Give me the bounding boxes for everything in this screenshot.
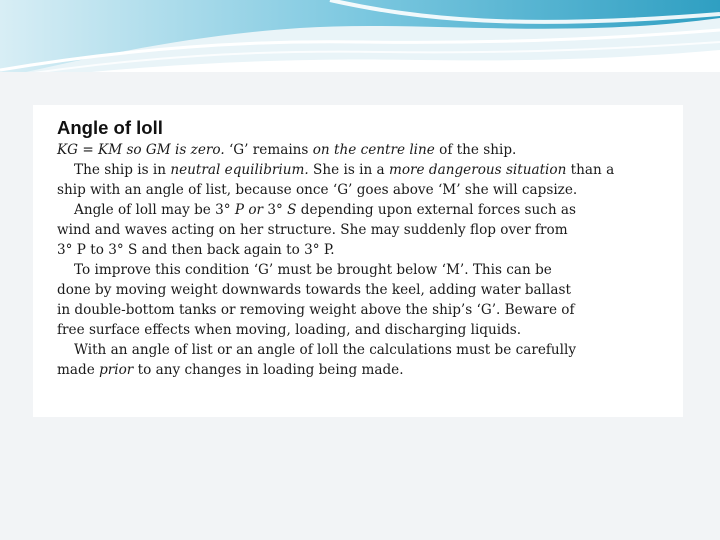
text-run: of the ship. [434, 142, 517, 158]
text-run: To improve this condition ‘G’ must be brought below ‘M’. This can be [74, 262, 552, 278]
italic-text-run: P or [234, 202, 264, 218]
text-run: ‘G’ remains [224, 142, 313, 158]
text-run: The ship is in [74, 162, 171, 178]
text-run: done by moving weight downwards towards the keel, adding water ballast [57, 282, 571, 298]
italic-text-run: more dangerous situation [388, 162, 567, 178]
text-line [57, 320, 617, 340]
italic-text-run: KG = KM so GM is zero. [57, 142, 225, 158]
body-text [57, 140, 617, 380]
text-line [57, 240, 617, 260]
italic-text-run: neutral equilibrium. [170, 162, 309, 178]
text-line [57, 160, 617, 180]
text-run: to any changes in loading being made. [133, 362, 404, 378]
text-line [57, 140, 617, 160]
italic-text-run: prior [99, 362, 134, 378]
text-run: 3° P to 3° S and then back again to 3° P. [57, 242, 335, 258]
text-run: than a [566, 162, 615, 178]
text-run: Angle of loll may be 3° [74, 202, 235, 218]
text-line [57, 260, 617, 280]
text-run: wind and waves acting on her structure. She may suddenly flop over from [57, 222, 568, 238]
text-line [57, 340, 617, 360]
text-run: depending upon external forces such as [296, 202, 577, 218]
text-run: in double-bottom tanks or removing weight above the ship’s ‘G’. Beware of [57, 302, 575, 318]
text-line [57, 300, 617, 320]
italic-text-run: on the centre line [312, 142, 435, 158]
text-run: made [57, 362, 100, 378]
text-run: With an angle of list or an angle of loll the calculations must be carefully [74, 342, 577, 358]
text-line [57, 200, 617, 220]
text-line [57, 220, 617, 240]
text-run: free surface effects when moving, loading, and discharging liquids. [57, 322, 522, 338]
italic-text-run: S [287, 202, 297, 218]
text-run: She is in a [308, 162, 389, 178]
text-run: ship with an angle of list, because once ‘G’ goes above ‘M’ she will capsize. [57, 182, 578, 198]
section-heading: Angle of loll [57, 117, 163, 138]
text-run: 3° [263, 202, 288, 218]
text-line [57, 180, 617, 200]
text-line [57, 280, 617, 300]
text-line [57, 360, 617, 380]
